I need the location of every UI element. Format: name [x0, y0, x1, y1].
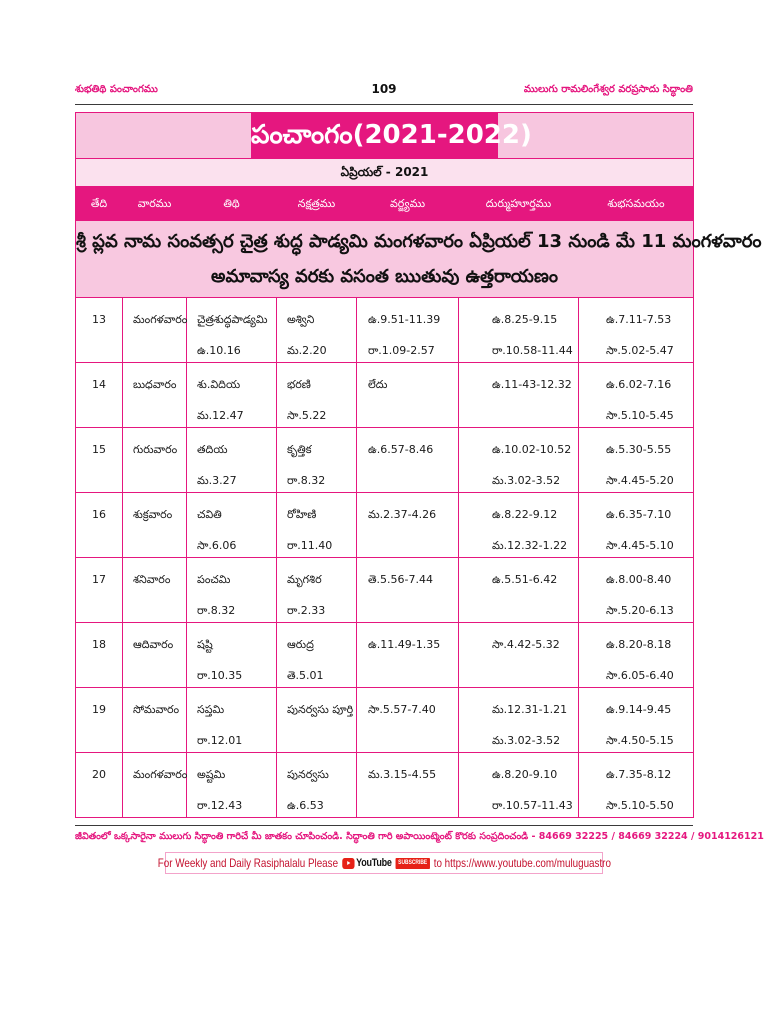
day-text: ఆదివారం: [133, 638, 174, 651]
cell-varjyam: [357, 688, 459, 753]
footer-divider: [75, 825, 693, 826]
day-text: మంగళవారం: [133, 313, 188, 326]
cell-date: [76, 753, 123, 818]
cell-nakshatra: [277, 493, 357, 558]
cell-shubha-samayam: [579, 493, 694, 558]
cell-tithi: [187, 428, 277, 493]
durmuhurtham-text: రా.10.57-11.43: [492, 799, 573, 812]
date-text: 19: [92, 703, 106, 716]
nakshatra-text: రా.8.32: [287, 474, 326, 487]
tithi-text: రా.12.43: [197, 799, 243, 812]
cell-date: [76, 363, 123, 428]
tithi-text: పంచమి: [197, 573, 231, 586]
varjyam-text: మ.3.15-4.55: [368, 768, 437, 781]
cell-day: [123, 753, 187, 818]
date-text: 18: [92, 638, 106, 651]
promo-url-text: to https://www.youtube.com/muluguastro: [433, 856, 611, 870]
cell-tithi: [187, 363, 277, 428]
tithi-text: షష్టి: [197, 638, 213, 651]
cell-tithi: [187, 493, 277, 558]
varjyam-text: ఉ.9.51-11.39: [368, 313, 441, 326]
column-header-shubha-samayam: శుభసమయం: [579, 187, 694, 221]
table-row: [76, 558, 694, 623]
durmuhurtham-text: ఉ.8.20-9.10: [492, 768, 558, 781]
nakshatra-text: రోహిణి: [287, 508, 317, 521]
cell-varjyam: [357, 363, 459, 428]
column-header-date: తేది: [76, 187, 123, 221]
durmuhurtham-text: మ.3.02-3.52: [492, 474, 561, 487]
cell-durmuhurtham: [459, 688, 579, 753]
panchangam-table: [75, 112, 762, 818]
column-header-tithi: తిథి: [187, 187, 277, 221]
durmuhurtham-text: మ.3.02-3.52: [492, 734, 561, 747]
cell-nakshatra: [277, 558, 357, 623]
day-text: గురువారం: [133, 443, 178, 456]
cell-durmuhurtham: [459, 623, 579, 688]
cell-tithi: [187, 753, 277, 818]
varjyam-text: ఉ.6.57-8.46: [368, 443, 434, 456]
cell-durmuhurtham: [459, 428, 579, 493]
cell-date: [76, 493, 123, 558]
nakshatra-text: అశ్విని: [287, 313, 315, 326]
cell-shubha-samayam: [579, 363, 694, 428]
shubha-samayam-text: ఉ.8.00-8.40: [606, 573, 672, 586]
shubha-samayam-text: ఉ.5.30-5.55: [606, 443, 672, 456]
cell-shubha-samayam: [579, 558, 694, 623]
date-text: 20: [92, 768, 106, 781]
day-text: సోమవారం: [133, 703, 180, 716]
shubha-samayam-text: ఉ.8.20-8.18: [606, 638, 672, 651]
date-text: 17: [92, 573, 106, 586]
contact-note: జీవితంలో ఒక్కసారైనా ములుగు సిద్ధాంతి గారిచే మీ జాతకం చూపించండి. సిద్ధాంతి గారి అపాయింట్మెంట్ కొరకు సంప్రదించండి - 84669 32225 / 84669 32224 / 9014126121: [75, 831, 764, 842]
table-row: [76, 428, 694, 493]
shubha-samayam-text: సా.6.05-6.40: [606, 669, 674, 682]
shubha-samayam-text: సా.4.45-5.20: [606, 474, 674, 487]
nakshatra-text: ఉ.6.53: [287, 799, 324, 812]
durmuhurtham-text: ఉ.8.25-9.15: [492, 313, 558, 326]
cell-day: [123, 493, 187, 558]
tithi-text: రా.8.32: [197, 604, 236, 617]
table-row: [76, 688, 694, 753]
nakshatra-text: సా.5.22: [287, 409, 327, 422]
tithi-text: శు.విదియ: [197, 378, 241, 391]
shubha-samayam-text: ఉ.7.35-8.12: [606, 768, 672, 781]
tithi-text: సప్తమి: [197, 703, 225, 716]
table-row: [76, 363, 694, 428]
month-label: ఏప్రియల్ - 2021: [340, 165, 429, 179]
durmuhurtham-text: మ.12.32-1.22: [492, 539, 568, 552]
day-text: మంగళవారం: [133, 768, 188, 781]
cell-day: [123, 363, 187, 428]
day-text: శుక్రవారం: [133, 508, 173, 521]
tithi-text: రా.10.35: [197, 669, 243, 682]
running-header-right: ములుగు రామలింగేశ్వర వరప్రసాదు సిద్ధాంతి: [523, 84, 693, 95]
column-header-nakshatra: నక్షత్రము: [277, 187, 357, 221]
table-row: [76, 298, 694, 363]
table-row: [76, 623, 694, 688]
tithi-text: మ.12.47: [197, 409, 244, 422]
date-text: 14: [92, 378, 106, 391]
month-row: [76, 159, 694, 187]
subscribe-badge: SUBSCRIBE: [395, 858, 429, 869]
cell-durmuhurtham: [459, 558, 579, 623]
cell-durmuhurtham: [459, 363, 579, 428]
cell-day: [123, 428, 187, 493]
cell-shubha-samayam: [579, 623, 694, 688]
tithi-text: చైత్రశుద్ధపాడ్యమి: [197, 313, 268, 326]
cell-nakshatra: [277, 753, 357, 818]
page-number: 109: [371, 82, 397, 96]
cell-varjyam: [357, 493, 459, 558]
varjyam-text: సా.5.57-7.40: [368, 703, 436, 716]
tithi-text: సా.6.06: [197, 539, 237, 552]
cell-tithi: [187, 623, 277, 688]
shubha-samayam-text: ఉ.6.02-7.16: [606, 378, 672, 391]
youtube-promo-box: [157, 852, 611, 874]
date-text: 13: [92, 313, 106, 326]
durmuhurtham-text: ఉ.11-43-12.32: [492, 378, 572, 391]
tithi-text: మ.3.27: [197, 474, 237, 487]
cell-nakshatra: [277, 363, 357, 428]
cell-day: [123, 688, 187, 753]
shubha-samayam-text: ఉ.9.14-9.45: [606, 703, 672, 716]
youtube-play-icon: [342, 858, 354, 869]
cell-shubha-samayam: [579, 428, 694, 493]
durmuhurtham-text: మ.12.31-1.21: [492, 703, 568, 716]
running-header-left: శుభతిథి పంచాంగము: [75, 84, 158, 95]
cell-varjyam: [357, 558, 459, 623]
date-text: 16: [92, 508, 106, 521]
nakshatra-text: పునర్వసు పూర్తి: [287, 703, 354, 716]
tithi-text: తదియ: [197, 443, 228, 456]
table-body: [76, 298, 694, 818]
shubha-samayam-text: సా.4.50-5.15: [606, 734, 674, 747]
column-header-varjyam: వర్జ్యము: [357, 187, 459, 221]
nakshatra-text: పునర్వసు: [287, 768, 329, 781]
nakshatra-text: మ.2.20: [287, 344, 327, 357]
banner-row: [76, 221, 694, 298]
cell-tithi: [187, 688, 277, 753]
nakshatra-text: రా.2.33: [287, 604, 326, 617]
shubha-samayam-text: సా.5.10-5.50: [606, 799, 674, 812]
varjyam-text: తె.5.56-7.44: [368, 573, 434, 586]
cell-tithi: [187, 558, 277, 623]
cell-day: [123, 623, 187, 688]
shubha-samayam-text: సా.5.20-6.13: [606, 604, 674, 617]
cell-varjyam: [357, 428, 459, 493]
youtube-logo-text: YouTube: [355, 857, 392, 869]
header-divider: [75, 104, 693, 105]
cell-shubha-samayam: [579, 753, 694, 818]
durmuhurtham-text: ఉ.10.02-10.52: [492, 443, 572, 456]
cell-shubha-samayam: [579, 688, 694, 753]
nakshatra-text: మృగశిర: [287, 573, 322, 586]
tithi-text: రా.12.01: [197, 734, 243, 747]
date-text: 15: [92, 443, 106, 456]
cell-varjyam: [357, 623, 459, 688]
shubha-samayam-text: ఉ.6.35-7.10: [606, 508, 672, 521]
durmuhurtham-text: రా.10.58-11.44: [492, 344, 573, 357]
shubha-samayam-text: సా.5.02-5.47: [606, 344, 674, 357]
youtube-promo-content: [157, 856, 610, 870]
cell-durmuhurtham: [459, 298, 579, 363]
cell-day: [123, 558, 187, 623]
cell-day: [123, 298, 187, 363]
banner-line-1: శ్రీ ప్లవ నామ సంవత్సర చైత్ర శుద్ధ పాడ్యమి మంగళవారం ఏప్రియల్ 13 నుండి మే 11 మంగళవారం: [76, 231, 762, 252]
cell-nakshatra: [277, 688, 357, 753]
varjyam-text: మ.2.37-4.26: [368, 508, 437, 521]
nakshatra-text: రా.11.40: [287, 539, 333, 552]
table-row: [76, 753, 694, 818]
cell-date: [76, 558, 123, 623]
column-header-row: [76, 187, 694, 221]
shubha-samayam-text: సా.4.45-5.10: [606, 539, 674, 552]
cell-durmuhurtham: [459, 493, 579, 558]
nakshatra-text: ఆరుద్ర: [287, 638, 314, 651]
day-text: బుధవారం: [133, 378, 177, 391]
promo-text: For Weekly and Daily Rasiphalalu Please: [157, 856, 338, 870]
cell-date: [76, 428, 123, 493]
tithi-text: చవితి: [197, 508, 222, 521]
nakshatra-text: తె.5.01: [287, 669, 324, 682]
day-text: శనివారం: [133, 573, 171, 586]
varjyam-text: లేదు: [368, 378, 388, 391]
banner-line-2: అమావాస్య వరకు వసంత ఋతువు ఉత్తరాయణం: [211, 266, 558, 287]
durmuhurtham-text: సా.4.42-5.32: [492, 638, 560, 651]
tithi-text: అష్టమి: [197, 768, 226, 781]
page-title: పంచాంగం(2021-2022): [251, 113, 498, 158]
table-row: [76, 493, 694, 558]
cell-date: [76, 623, 123, 688]
nakshatra-text: భరణి: [287, 378, 311, 391]
nakshatra-text: కృత్తిక: [287, 443, 312, 456]
cell-varjyam: [357, 298, 459, 363]
title-row: [76, 113, 694, 159]
cell-durmuhurtham: [459, 753, 579, 818]
durmuhurtham-text: ఉ.8.22-9.12: [492, 508, 558, 521]
season-banner: [76, 221, 762, 297]
shubha-samayam-text: ఉ.7.11-7.53: [606, 313, 672, 326]
cell-tithi: [187, 298, 277, 363]
cell-date: [76, 298, 123, 363]
column-header-durmuhurtham: దుర్ముహూర్తము: [459, 187, 579, 221]
durmuhurtham-text: ఉ.5.51-6.42: [492, 573, 558, 586]
youtube-logo: [342, 857, 391, 869]
cell-nakshatra: [277, 428, 357, 493]
cell-varjyam: [357, 753, 459, 818]
cell-shubha-samayam: [579, 298, 694, 363]
column-header-day: వారము: [123, 187, 187, 221]
shubha-samayam-text: సా.5.10-5.45: [606, 409, 674, 422]
cell-nakshatra: [277, 298, 357, 363]
varjyam-text: రా.1.09-2.57: [368, 344, 435, 357]
varjyam-text: ఉ.11.49-1.35: [368, 638, 441, 651]
tithi-text: ఉ.10.16: [197, 344, 241, 357]
cell-date: [76, 688, 123, 753]
cell-nakshatra: [277, 623, 357, 688]
